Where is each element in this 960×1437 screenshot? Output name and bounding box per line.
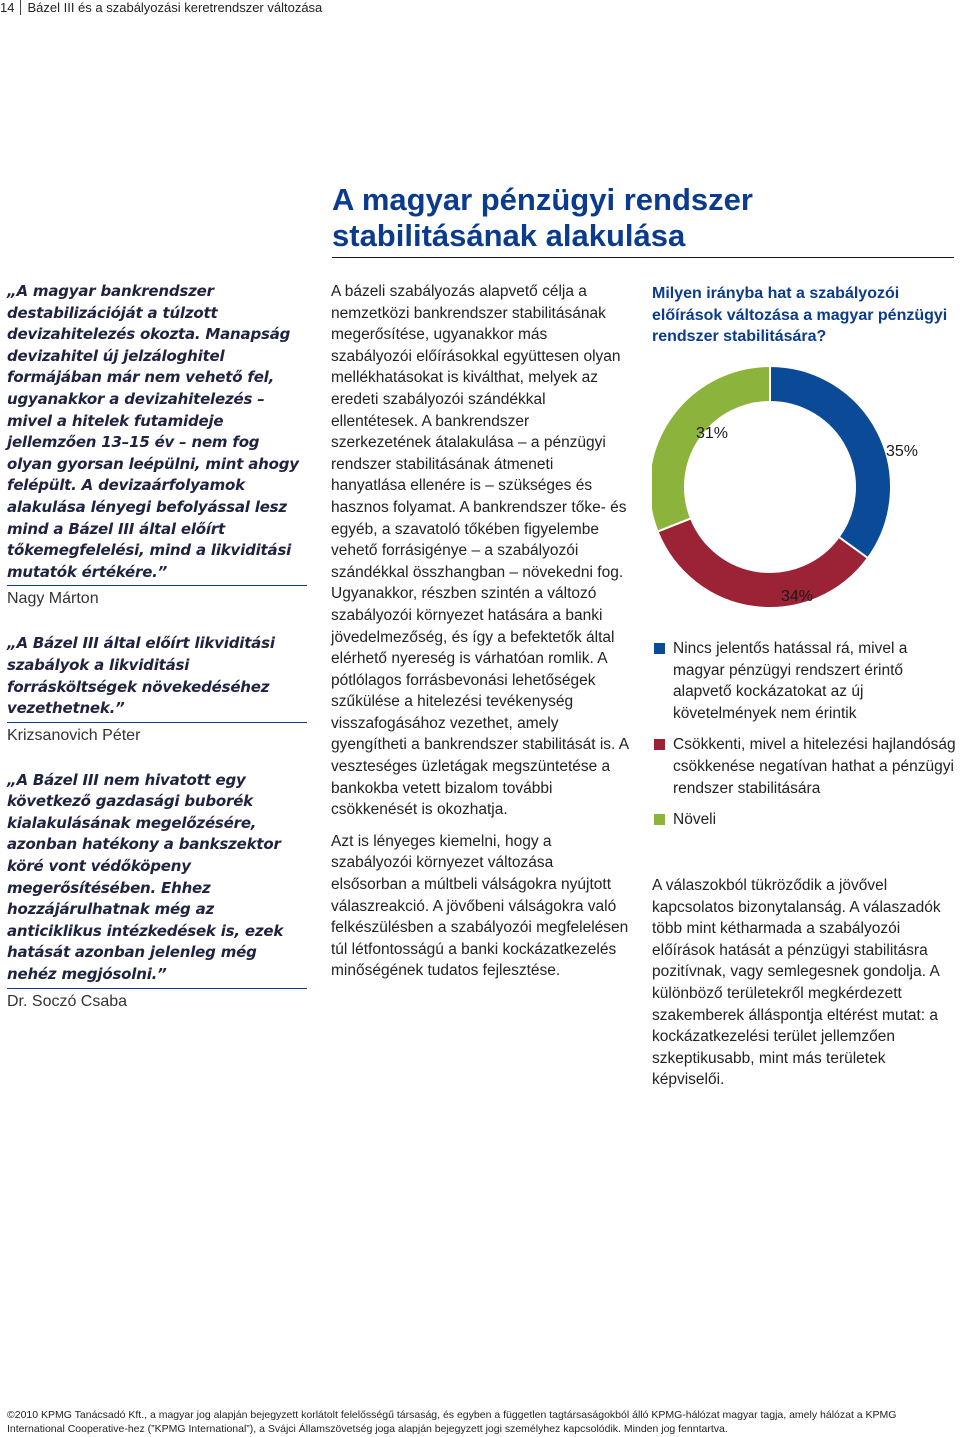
legend-label: Nincs jelentős hatással rá, mivel a magyar pénzügyi rendszert érintő alapvető kockázatokat az új követelmények nem érintik <box>673 640 908 722</box>
donut-chart <box>652 366 957 616</box>
slice-percent-label: 34% <box>780 588 814 605</box>
slice-percent-label: 35% <box>885 443 919 460</box>
legend-swatch <box>654 643 665 654</box>
quote-author: Krizsanovich Péter <box>7 726 141 744</box>
survey-summary: A válaszokból tükröződik a jövővel kapcsolatos bizonytalanság. A válaszadók több mint kétharmada a szabályozói előírások hatását a pénzügyi stabilitásra pozitívnak, vagy semlegesnek gondolja. A különböző területekről megkérdezett szakemberek álláspontja eltérést mutat: a kockázatkezelési terület jellemzően szkeptikusabb, mint más területek képviselői. <box>652 877 941 1089</box>
section-title: A magyar pénzügyi rendszer stabilitásának alakulása <box>332 182 753 253</box>
quote-divider <box>7 585 307 586</box>
legend-label: Növeli <box>673 811 717 829</box>
legend-item <box>652 734 957 799</box>
legend-swatch <box>654 739 665 750</box>
donut-slice-increases <box>652 366 770 532</box>
body-paragraph: Azt is lényeges kiemelni, hogy a szabályozói környezet változása elsősorban a múltbeli válságokra nyújtott válaszreakció. A jövőbeni válságokra való felkészülésben a szabályozói megfelelésen túl létfontosságú a banki kockázatkezelés minőségének tudatos fejlesztése. <box>331 832 629 980</box>
quote-divider <box>7 722 307 723</box>
donut-slice-no-effect <box>770 366 891 558</box>
legend-item <box>652 638 957 724</box>
running-header <box>0 0 322 14</box>
running-title: Bázel III és a szabályozási keretrendszer változása <box>27 0 323 15</box>
page-number: 14 <box>0 0 21 15</box>
chart-legend <box>652 638 957 841</box>
legend-label: Csökkenti, mivel a hitelezési hajlandóság csökkenése negatívan hathat a pénzügyi rendszer stabilitására <box>673 736 956 797</box>
body-column <box>331 281 631 992</box>
pull-quote: „A Bázel III nem hivatott egy következő gazdasági buborék kialakulásának megelőzésére, azonban hatékony a bankszektor köré vont védőköpeny megerősítésében. Ehhez hozzájárulhatnak még az anticiklikus intézkedések is, ezek hatását azonban jelenleg még nehéz megjósolni.” <box>7 770 284 984</box>
footer-copyright: ©2010 KPMG Tanácsadó Kft., a magyar jog alapján bejegyzett korlátolt felelősségű társaság, és egyben a független tagtársaságokból álló KPMG-hálózat magyar tagja, amely hálózat a KPMG International Cooperative-hez (”KPMG International”), a Svájci Államszövetség joga alapján bejegyzett jogi személyhez kapcsolódik. Minden jog fenntartva. <box>7 1409 897 1436</box>
survey-column <box>652 283 957 1089</box>
legend-item <box>652 809 957 831</box>
quote-author: Dr. Soczó Csaba <box>7 992 128 1010</box>
quote-divider <box>7 988 307 989</box>
pull-quote: „A magyar bankrendszer destabilizációját a túlzott devizahitelezés okozta. Manapság devizahitel új jelzáloghitel formájában már nem vehető fel, ugyanakkor a devizahitelezés – mivel a hitelek futamideje jellemzően 13–15 év – nem fog olyan gyorsan leépülni, mint ahogy felépült. A devizaárfolyamok alakulása lényegi befolyással lesz mind a Bázel III által előírt tőkemegfelelési, mind a likviditási mutatók értékére.” <box>7 282 299 581</box>
pull-quote: „A Bázel III által előírt likviditási szabályok a likviditási forrásköltségek növekedéséhez vezethetnek.” <box>7 634 275 718</box>
title-divider <box>332 257 954 258</box>
quotes-column <box>7 281 307 1036</box>
body-paragraph: A bázeli szabályozás alapvető célja a nemzetközi bankrendszer stabilitásának megerősítése, ugyanakkor más szabályozói előírásokkal együttesen olyan mellékhatásokat is kiválthat, melyek az eredeti szabályozói szándékkal ellentétesek. A bankrendszer szerkezetének átalakulása – a pénzügyi rendszer stabilitásának átmeneti hanyatlása ellenére is – szükséges és hasznos folyamat. A bankrendszer tőke- és egyéb, a szavatoló tőkében figyelembe vehető forrásigénye – a szabályozói szándékkal összhangban – növekedni fog. Ugyanakkor, részben szintén a változó szabályozói környezet hatására a banki jövedelmezőség, és így a befektetők által elérhető nyereség is várhatóan romlik. A pótlólagos forrásbevonási lehetőségek szűkülése a hitelezési tevékenység visszafogásához vezethet, amely gyengítheti a bankrendszer stabilitását is. A veszteséges üzletágak megszüntetése a bankokba vetett bizalom további csökkenését is okozhatja. <box>331 283 629 819</box>
survey-question: Milyen irányba hat a szabályozói előírások változása a magyar pénzügyi rendszer stabilitására? <box>652 285 948 346</box>
quote-author: Nagy Márton <box>7 590 99 608</box>
legend-swatch <box>654 814 665 825</box>
slice-percent-label: 31% <box>695 425 729 442</box>
donut-slice-decreases <box>657 518 867 608</box>
